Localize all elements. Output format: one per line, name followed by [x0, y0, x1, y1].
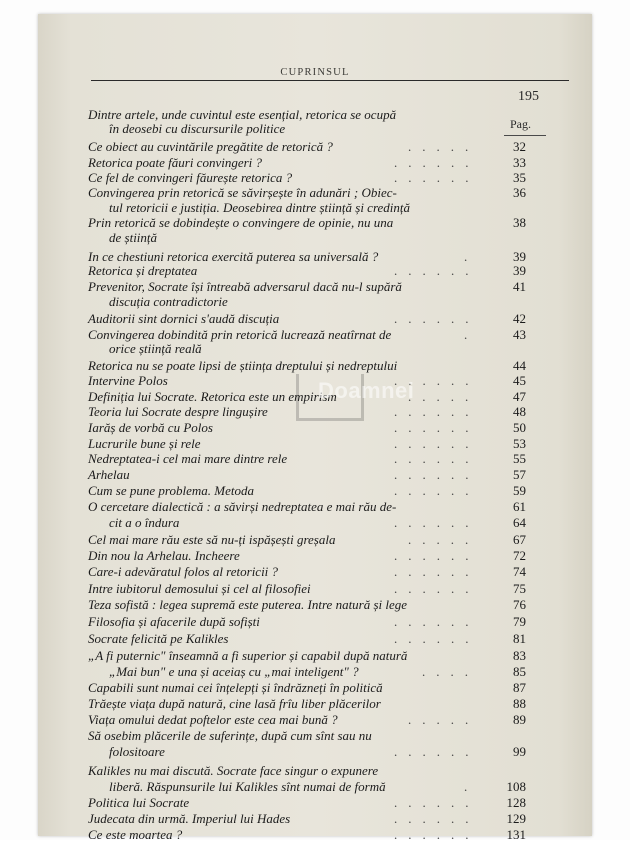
toc-entry-page-number: 44: [513, 358, 526, 373]
toc-entry-title: Iarăș de vorbă cu Polos: [88, 420, 213, 435]
toc-entry: [38, 230, 592, 246]
toc-entry-page-number: 108: [506, 779, 526, 794]
toc-entry-page-number: 32: [513, 139, 526, 154]
toc-entry-title: Retorica nu se poate lipsi de știința dreptului și nedreptului: [88, 358, 398, 373]
toc-entry-title: Capabili sunt numai cei înțelepți și îndrăzneți în politică: [88, 680, 383, 695]
toc-entry-page-number: 45: [513, 373, 526, 388]
toc-entry-title: In ce chestiuni retorica exercită puterea sa universală ?: [88, 249, 379, 264]
toc-entry-page-number: 85: [513, 664, 526, 679]
toc-leader-dots: ......: [394, 614, 480, 629]
toc-entry-page-number: 42: [513, 311, 526, 326]
toc-entry: [38, 139, 592, 155]
pag-column-label: Pag.: [510, 117, 531, 131]
toc-entry-title: O cercetare dialectică : a săvirși nedreptatea e mai rău de-: [88, 499, 397, 514]
toc-entry-title: Lucrurile bune și rele: [88, 436, 201, 451]
toc-entry-page-number: 41: [513, 279, 526, 294]
toc-entry: [38, 648, 592, 664]
toc-entry-page-number: 57: [513, 467, 526, 482]
toc-entry-page-number: 55: [513, 451, 526, 466]
toc-entry: [38, 499, 592, 515]
toc-leader-dots: ......: [394, 827, 480, 842]
toc-entry-title: „Mai bun" e una și aceiaș cu „mai inteligent" ?: [109, 664, 359, 679]
toc-entry-page-number: 39: [513, 263, 526, 278]
toc-leader-dots: ......: [394, 373, 480, 388]
toc-entry-title: Auditorii sint dornici s'audă discuția: [88, 311, 280, 326]
toc-entry: [38, 467, 592, 483]
toc-entry-title: Să osebim plăcerile de suferințe, după cum sînt sau nu: [88, 728, 372, 743]
toc-entry-title: Teoria lui Socrate despre lingușire: [88, 404, 268, 419]
toc-entry: [38, 404, 592, 420]
toc-entry-page-number: 64: [513, 515, 526, 530]
toc-entry-title: Ce fel de convingeri făurește retorica ?: [88, 170, 293, 185]
toc-entry: [38, 744, 592, 760]
toc-entry: [38, 170, 592, 186]
toc-entry-title: de știință: [109, 230, 158, 245]
toc-entry: [38, 811, 592, 827]
toc-leader-dots: ....: [422, 664, 479, 679]
toc-entry-page-number: 50: [513, 420, 526, 435]
toc-leader-dots: .: [464, 249, 479, 264]
toc-entry: [38, 712, 592, 728]
toc-leader-dots: ......: [394, 744, 480, 759]
toc-entry: [38, 311, 592, 327]
toc-entry: [38, 680, 592, 696]
toc-entry-page-number: 74: [513, 564, 526, 579]
toc-entry-title: Retorica poate făuri convingeri ?: [88, 155, 263, 170]
toc-entry: [38, 294, 592, 310]
toc-entry-page-number: 131: [506, 827, 526, 842]
toc-entry: [38, 185, 592, 201]
toc-entry-page-number: 35: [513, 170, 526, 185]
toc-entry-title: Convingerea dobindită prin retorică lucrează neatîrnat de: [88, 327, 392, 342]
toc-leader-dots: ......: [394, 581, 480, 596]
toc-leader-dots: ......: [394, 311, 480, 326]
toc-entry-page-number: 72: [513, 548, 526, 563]
toc-entry-title: Din nou la Arhelau. Incheere: [88, 548, 240, 563]
toc-entry: [38, 389, 592, 405]
toc-entry-page-number: 67: [513, 532, 526, 547]
toc-entry-title: Intre iubitorul demosului și cel al filosofiei: [88, 581, 311, 596]
toc-leader-dots: ......: [394, 155, 480, 170]
table-of-contents: [38, 14, 592, 842]
toc-entry-page-number: 39: [513, 249, 526, 264]
toc-entry-page-number: 59: [513, 483, 526, 498]
toc-entry-title: folositoare: [109, 744, 165, 759]
toc-entry-title: Convingerea prin retorică se săvirșește în adunări ; Obiec-: [88, 185, 397, 200]
toc-entry-title: Prin retorică se dobindește o convingere de opinie, nu una: [88, 215, 394, 230]
toc-entry: [38, 420, 592, 436]
toc-entry: [38, 779, 592, 795]
toc-entry: [38, 358, 592, 374]
toc-entry-page-number: 36: [513, 185, 526, 200]
toc-entry-title: Viața omului dedat poftelor este cea mai bună ?: [88, 712, 338, 727]
toc-leader-dots: ......: [394, 564, 480, 579]
toc-entry-title: în deosebi cu discursurile politice: [109, 121, 286, 136]
toc-entry-page-number: 38: [513, 215, 526, 230]
toc-leader-dots: .: [464, 779, 479, 794]
toc-leader-dots: .....: [408, 389, 480, 404]
toc-leader-dots: ......: [394, 811, 480, 826]
toc-entry-page-number: 47: [513, 389, 526, 404]
toc-entry-title: Cel mai mare rău este să nu-ți ispășești greșala: [88, 532, 336, 547]
toc-entry-page-number: 81: [513, 631, 526, 646]
toc-entry: [38, 614, 592, 630]
toc-entry-title: Kalikles nu mai discută. Socrate face singur o expunere: [88, 763, 379, 778]
toc-entry: [38, 763, 592, 779]
toc-entry: [38, 597, 592, 613]
book-page: [38, 14, 592, 842]
toc-leader-dots: .....: [408, 712, 480, 727]
toc-entry: [38, 696, 592, 712]
toc-entry-title: Socrate felicită pe Kalikles: [88, 631, 229, 646]
toc-entry-page-number: 87: [513, 680, 526, 695]
toc-leader-dots: .....: [408, 139, 480, 154]
toc-entry-page-number: 83: [513, 648, 526, 663]
toc-entry: [38, 436, 592, 452]
toc-entry-title: discuția contradictorie: [109, 294, 228, 309]
toc-entry: [38, 155, 592, 171]
toc-leader-dots: ......: [394, 420, 480, 435]
toc-entry-page-number: 76: [513, 597, 526, 612]
toc-entry-title: Arhelau: [88, 467, 130, 482]
toc-entry-title: Cum se pune problema. Metoda: [88, 483, 254, 498]
toc-entry: [38, 548, 592, 564]
toc-entry-page-number: 75: [513, 581, 526, 596]
toc-entry: [38, 664, 592, 680]
toc-entry-title: Politica lui Socrate: [88, 795, 190, 810]
toc-leader-dots: ......: [394, 436, 480, 451]
toc-entry: [38, 200, 592, 216]
toc-entry-page-number: 53: [513, 436, 526, 451]
toc-entry: [38, 483, 592, 499]
toc-entry-page-number: 33: [513, 155, 526, 170]
toc-entry: [38, 215, 592, 231]
page-number: 195: [518, 89, 539, 104]
toc-entry: [38, 795, 592, 811]
toc-entry-page-number: 79: [513, 614, 526, 629]
toc-entry: [38, 279, 592, 295]
toc-entry-title: Intervine Polos: [88, 373, 168, 388]
toc-entry-title: Dintre artele, unde cuvintul este esențial, retorica se ocupă: [88, 107, 397, 122]
toc-entry-page-number: 89: [513, 712, 526, 727]
toc-leader-dots: ......: [394, 467, 480, 482]
toc-entry-title: Nedreptatea-i cel mai mare dintre rele: [88, 451, 288, 466]
toc-leader-dots: ......: [394, 795, 480, 810]
watermark-text: Doamnei: [318, 378, 415, 403]
toc-leader-dots: ......: [394, 483, 480, 498]
toc-entry-title: liberă. Răspunsurile lui Kalikles sînt numai de formă: [109, 779, 386, 794]
toc-leader-dots: ......: [394, 631, 480, 646]
toc-entry: [38, 827, 592, 843]
toc-entry: [38, 532, 592, 548]
toc-entry-page-number: 48: [513, 404, 526, 419]
toc-leader-dots: ......: [394, 548, 480, 563]
toc-leader-dots: ......: [394, 515, 480, 530]
toc-entry: [38, 121, 592, 137]
toc-entry-title: „A fi puternic" înseamnă a fi superior și capabil după natură: [88, 648, 408, 663]
toc-entry-page-number: 61: [513, 499, 526, 514]
running-head: CUPRINSUL: [280, 67, 350, 78]
toc-entry: [38, 341, 592, 357]
toc-leader-dots: ......: [394, 404, 480, 419]
toc-entry-page-number: 43: [513, 327, 526, 342]
toc-entry-title: Retorica și dreptatea: [88, 263, 198, 278]
toc-entry-page-number: 128: [506, 795, 526, 810]
toc-entry: [38, 451, 592, 467]
toc-leader-dots: .....: [408, 532, 480, 547]
toc-entry-title: Prevenitor, Socrate își întreabă adversarul dacă nu-l supără: [88, 279, 402, 294]
toc-entry-page-number: 129: [506, 811, 526, 826]
toc-entry-title: Filosofia și afacerile după sofiști: [88, 614, 260, 629]
toc-leader-dots: .: [464, 327, 479, 342]
toc-entry: [38, 515, 592, 531]
toc-leader-dots: ......: [394, 451, 480, 466]
toc-entry-title: tul retoricii e justiția. Deosebirea dintre știință și credință: [109, 200, 411, 215]
toc-entry: [38, 373, 592, 389]
toc-leader-dots: ......: [394, 263, 480, 278]
toc-entry: [38, 631, 592, 647]
toc-entry-page-number: 88: [513, 696, 526, 711]
toc-entry-title: orice știință reală: [109, 341, 202, 356]
toc-entry-title: cit a o îndura: [109, 515, 180, 530]
toc-entry-title: Trăește viața după natură, cine lasă frîu liber plăcerilor: [88, 696, 381, 711]
toc-leader-dots: ......: [394, 170, 480, 185]
toc-entry: [38, 564, 592, 580]
toc-entry-title: Judecata din urmă. Imperiul lui Hades: [88, 811, 291, 826]
toc-entry-title: Teza sofistă : legea supremă este puterea. Intre natură și lege: [88, 597, 408, 612]
toc-entry-title: Ce obiect au cuvintările pregătite de retorică ?: [88, 139, 333, 154]
toc-entry: [38, 581, 592, 597]
toc-entry: [38, 728, 592, 744]
toc-entry-title: Definiția lui Socrate. Retorica este un empirism: [88, 389, 337, 404]
toc-entry-title: Care-i adevăratul folos al retoricii ?: [88, 564, 279, 579]
toc-entry: [38, 263, 592, 279]
toc-entry-page-number: 99: [513, 744, 526, 759]
toc-entry-title: Ce este moartea ?: [88, 827, 183, 842]
